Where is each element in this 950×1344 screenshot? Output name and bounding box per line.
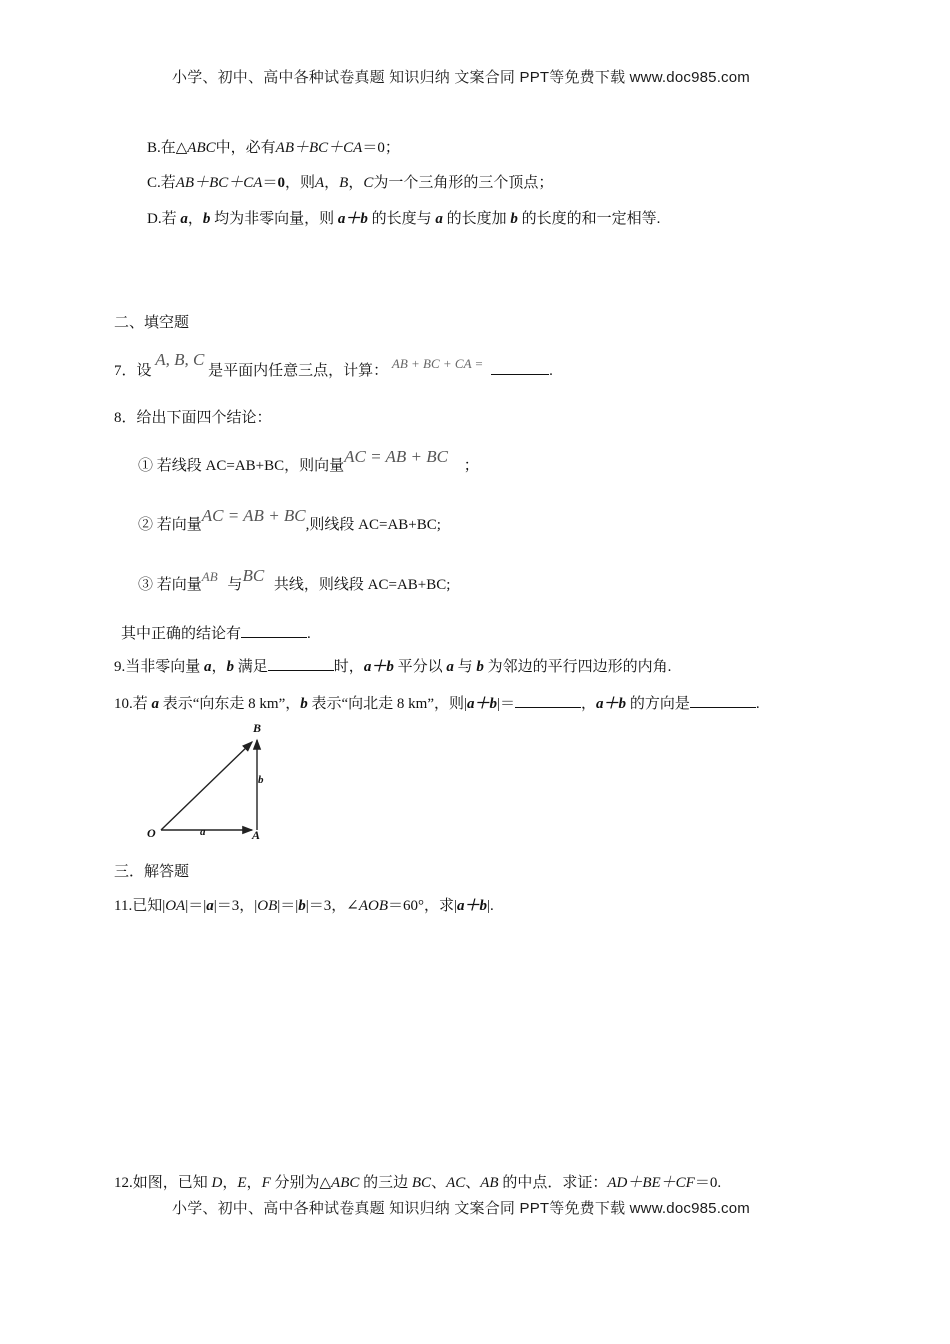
statement-text: 若线段 AC=AB+BC，则向量 — [156, 458, 345, 474]
vector-bc: BC — [242, 566, 265, 585]
sep: ， — [222, 1175, 238, 1191]
vector-a: a — [206, 898, 214, 914]
option-c-tail: 为一个三角形的三个顶点； — [373, 175, 554, 191]
sep: ， — [348, 175, 364, 191]
circled-number-1: ① — [138, 458, 154, 474]
answer-blank-magnitude[interactable] — [515, 693, 581, 708]
text: |. — [487, 898, 494, 914]
question-11 — [114, 896, 494, 916]
question-7 — [114, 350, 553, 381]
vector-b: b — [510, 211, 518, 227]
option-b-prefix: B.在△ — [147, 140, 188, 156]
option-b-eq: ＝0； — [362, 140, 400, 156]
option-b — [147, 138, 400, 158]
vector-equation: AC = AB + BC — [201, 506, 306, 525]
point-b: B — [339, 175, 349, 191]
vector-b: b — [300, 696, 308, 712]
text: 的长度与 — [367, 211, 436, 227]
text: 表示“向北走 8 km”，则| — [307, 696, 467, 712]
statement-text: 若向量 — [156, 517, 202, 533]
text: 均为非零向量，则 — [210, 211, 338, 227]
vector-ab: AB — [201, 569, 218, 584]
label-b-point: B — [253, 721, 262, 735]
text: 的长度加 — [442, 211, 511, 227]
question-10 — [114, 693, 760, 714]
side-bc: BC — [411, 1175, 432, 1191]
point-a: A — [314, 175, 325, 191]
text: |＝| — [185, 898, 207, 914]
label-o: O — [147, 826, 156, 840]
circled-number-3: ③ — [138, 577, 154, 593]
section-title-fill-blank: 二、填空题 — [114, 315, 190, 331]
q8-statement-2 — [138, 506, 441, 535]
text: 11.已知| — [114, 898, 166, 914]
text: 与 — [453, 659, 477, 675]
answer-blank[interactable] — [491, 360, 549, 375]
text: ＝60°，求| — [388, 898, 458, 914]
answer-blank[interactable] — [241, 623, 307, 638]
question-8-intro: 8．给出下面四个结论： — [114, 410, 272, 426]
option-c-prefix: C.若 — [147, 175, 176, 191]
vector-sum: a＋b — [363, 659, 394, 675]
option-c — [147, 173, 553, 193]
triangle-abc: ABC — [331, 1175, 360, 1191]
q8-conclusion — [121, 623, 311, 644]
text: ＝0. — [694, 1175, 722, 1191]
point-d: D — [211, 1175, 223, 1191]
question-9 — [114, 656, 671, 677]
vector-sum-expr: AD＋BE＋CF — [607, 1175, 695, 1191]
sep: ， — [211, 659, 227, 675]
vector-oa: OA — [165, 898, 186, 914]
vector-a: a — [151, 696, 160, 712]
conclusion-text: 其中正确的结论有 — [121, 626, 242, 642]
option-d — [147, 209, 660, 229]
question-12 — [114, 1173, 721, 1193]
circled-number-2: ② — [138, 517, 154, 533]
vector-sum: a＋b — [596, 696, 627, 712]
vector-b: b — [476, 659, 484, 675]
vector-sum-expr: AB + BC + CA = — [391, 356, 484, 371]
period: . — [549, 363, 553, 379]
text: 表示“向东走 8 km”， — [159, 696, 301, 712]
vector-b: b — [298, 898, 306, 914]
eq-sign: ＝ — [262, 175, 278, 191]
sep: ， — [324, 175, 340, 191]
angle-aob: AOB — [358, 898, 388, 914]
text: 的长度的和一定相等. — [517, 211, 661, 227]
label-vector-a: a — [200, 826, 206, 838]
points-abc: A, B, C — [155, 350, 205, 369]
text: 9.当非零向量 — [114, 659, 205, 675]
q7-text: 是平面内任意三点，计算： — [208, 363, 389, 379]
vector-a: a — [435, 211, 443, 227]
statement-text: 与 — [227, 577, 243, 593]
vector-a: a — [446, 659, 454, 675]
vector-triangle-figure — [140, 718, 280, 848]
vector-a: a — [204, 659, 212, 675]
text: 满足 — [234, 659, 268, 675]
answer-blank-direction[interactable] — [690, 693, 756, 708]
text: 的方向是 — [626, 696, 690, 712]
q8-statement-3 — [138, 566, 451, 595]
sep: ， — [187, 211, 203, 227]
vector-b: b — [202, 211, 211, 227]
side-ab: AB — [480, 1175, 499, 1191]
option-b-text: 中，必有 — [215, 140, 276, 156]
vector-sum: a＋b — [457, 898, 488, 914]
vector-sum-expr: AB＋BC＋CA — [175, 175, 263, 191]
side-ac: AC — [446, 1175, 466, 1191]
triangle-label: ABC — [187, 140, 216, 156]
page-header-watermark: 小学、初中、高中各种试卷真题 知识归纳 文案合同 PPT等免费下载 www.doc985.com — [172, 69, 750, 86]
text: 时， — [333, 659, 364, 675]
vector-equation: AC = AB + BC — [344, 447, 448, 466]
text: 的中点．求证： — [498, 1175, 608, 1191]
vector-b: b — [226, 659, 235, 675]
sep: ， — [581, 696, 597, 712]
page-footer-watermark: 小学、初中、高中各种试卷真题 知识归纳 文案合同 PPT等免费下载 www.doc985.com — [172, 1200, 750, 1217]
text: |＝| — [277, 898, 299, 914]
statement-text: 共线，则线段 AC=AB+BC; — [273, 577, 451, 593]
text: 分别为△ — [270, 1175, 332, 1191]
vector-ob: OB — [257, 898, 278, 914]
point-e: E — [237, 1175, 247, 1191]
sep: 、 — [465, 1175, 481, 1191]
text: 10.若 — [114, 696, 152, 712]
text: 平分以 — [393, 659, 447, 675]
q8-statement-1 — [138, 447, 479, 476]
point-c: C — [363, 175, 374, 191]
q7-number: 7．设 — [114, 363, 152, 379]
text: 为邻边的平行四边形的内角. — [483, 659, 672, 675]
answer-blank[interactable] — [268, 656, 334, 671]
period: . — [755, 696, 760, 712]
label-a-point: A — [252, 828, 261, 842]
sep: 、 — [431, 1175, 447, 1191]
zero-vector: 0 — [277, 175, 285, 191]
section-title-solve: 三．解答题 — [114, 864, 190, 880]
semicolon: ； — [463, 458, 479, 474]
text: 的三边 — [359, 1175, 412, 1191]
option-d-prefix: D.若 — [147, 211, 181, 227]
option-c-text: ，则 — [284, 175, 315, 191]
text: |＝ — [497, 696, 516, 712]
vector-sum: a＋b — [337, 211, 368, 227]
vector-a: a — [180, 211, 188, 227]
statement-text: ,则线段 AC=AB+BC; — [305, 517, 441, 533]
statement-text: 若向量 — [156, 577, 202, 593]
vector-sum: a＋b — [467, 696, 498, 712]
text: |＝3，∠ — [305, 898, 359, 914]
point-f: F — [261, 1175, 271, 1191]
vector-sum-expr: AB＋BC＋CA — [275, 140, 363, 156]
label-vector-b: b — [258, 774, 264, 786]
period: . — [307, 626, 311, 642]
sep: ， — [246, 1175, 262, 1191]
text: |＝3，| — [213, 898, 258, 914]
text: 12.如图，已知 — [114, 1175, 212, 1191]
